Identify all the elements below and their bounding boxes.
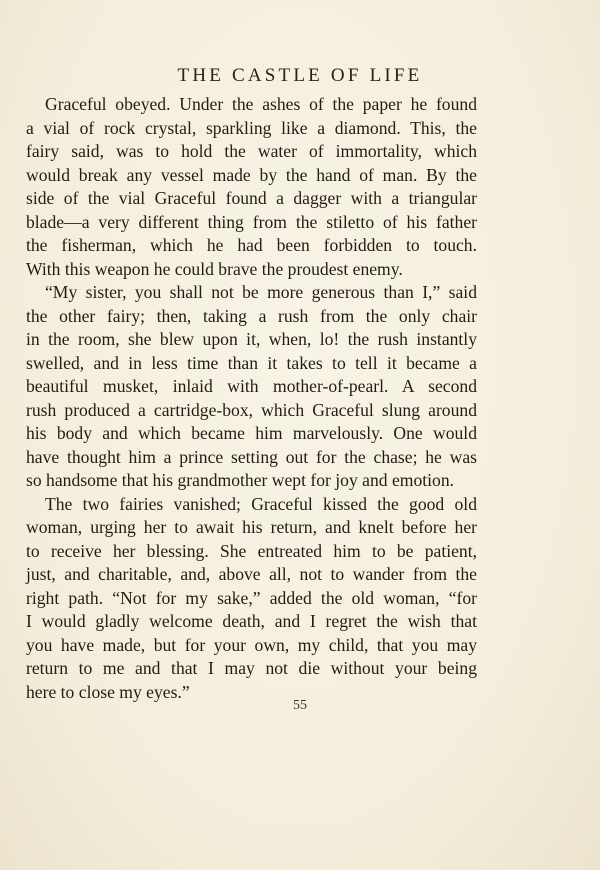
text-line: The two fairies vanished; Graceful kissed the good old (45, 493, 477, 514)
text-line: beautiful musket, inlaid with mother-of-pearl. A second (26, 376, 477, 396)
page-number: 55 (293, 698, 307, 713)
body-text (26, 93, 477, 704)
text-line: the other fairy; then, taking a rush from the only chair (26, 305, 477, 326)
text-line: fairy said, was to hold the water of immortality, which (26, 141, 477, 161)
text-line: you have made, but for your own, my child, that you may (26, 634, 477, 655)
text-line: the fisherman, which he had been forbidden to touch. (26, 235, 477, 255)
text-line: in the room, she blew upon it, when, lo! the rush instantly (26, 329, 477, 349)
text-line: so handsome that his grandmother wept for joy and emotion. (26, 470, 455, 490)
text-line: rush produced a cartridge-box, which Graceful slung around (26, 399, 477, 420)
text-line: would break any vessel made by the hand of man. By the (26, 164, 477, 185)
text-line: have thought him a prince setting out for the chase; he was (26, 446, 477, 467)
text-line: to receive her blessing. She entreated him to be patient, (26, 540, 477, 561)
paragraph-2 (26, 281, 477, 493)
text-line: side of the vial Graceful found a dagger with a triangular (26, 188, 477, 208)
text-line: I would gladly welcome death, and I regret the wish that (26, 611, 477, 631)
text-line: a vial of rock crystal, sparkling like a diamond. This, the (26, 117, 477, 138)
text-line: With this weapon he could brave the proudest enemy. (26, 258, 403, 279)
running-head: THE CASTLE OF LIFE (177, 65, 423, 86)
text-line: right path. “Not for my sake,” added the old woman, “for (26, 587, 477, 608)
text-line: swelled, and in less time than it takes to tell it became a (26, 352, 477, 373)
text-line: just, and charitable, and, above all, not to wander from the (26, 564, 477, 584)
text-line: here to close my eyes.” (26, 681, 190, 702)
text-line: return to me and that I may not die without your being (26, 658, 477, 678)
text-line: blade—a very different thing from the stiletto of his father (26, 211, 477, 232)
paragraph-3 (26, 493, 477, 705)
paragraph-1 (26, 93, 477, 281)
text-line: his body and which became him marvelously. One would (26, 423, 477, 443)
text-line: “My sister, you shall not be more generous than I,” said (45, 282, 477, 302)
text-line: Graceful obeyed. Under the ashes of the paper he found (45, 94, 477, 114)
text-line: woman, urging her to await his return, and knelt before her (26, 517, 477, 537)
